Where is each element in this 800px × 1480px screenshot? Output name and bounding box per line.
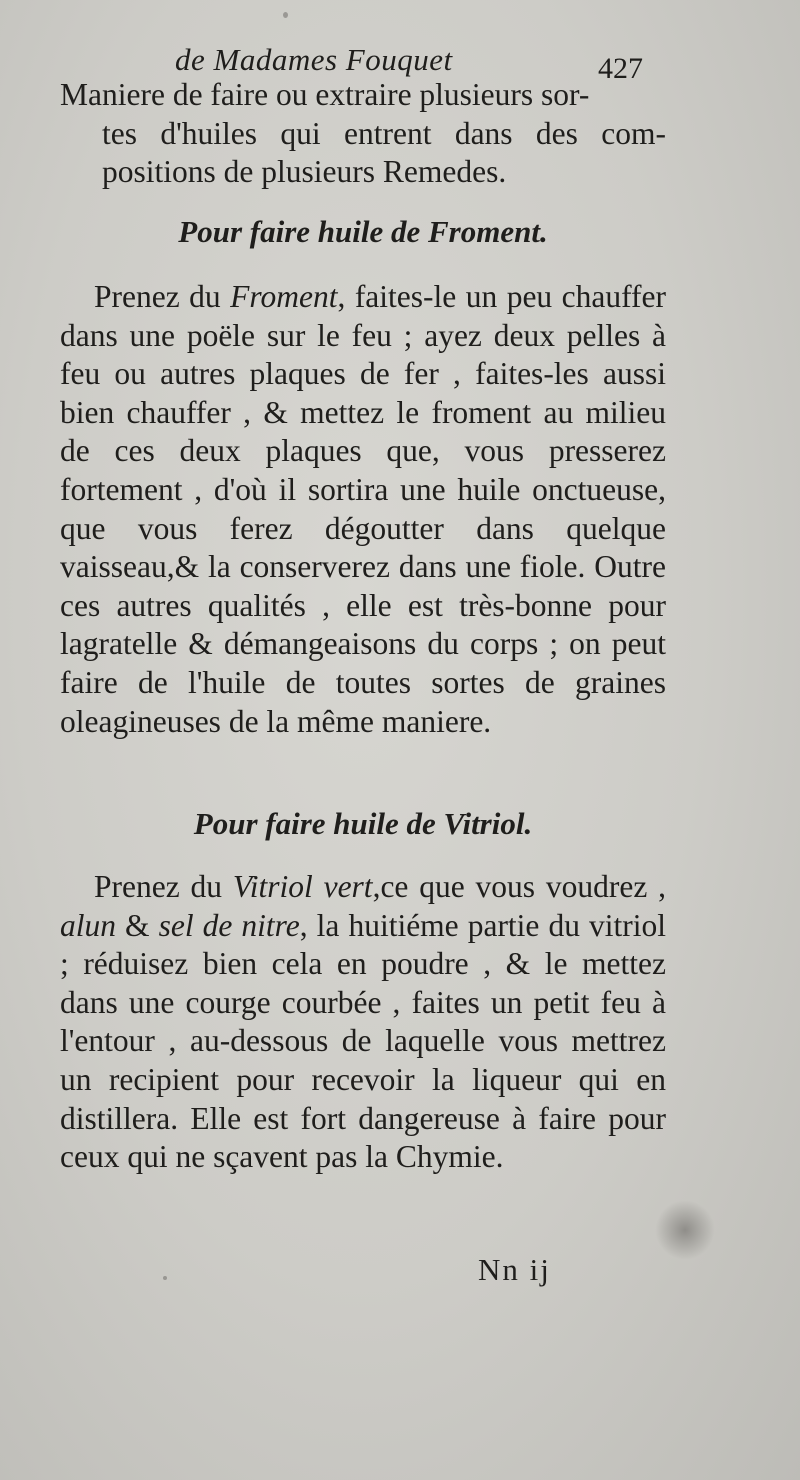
- paragraph-vitriol: [60, 868, 666, 1177]
- intro-line: Maniere de faire ou extraire plusieurs sor-: [60, 77, 590, 112]
- text-run: ,ce que vous voudrez ,: [372, 869, 666, 904]
- intro-heading: [60, 76, 666, 192]
- text-run: , la huitiéme partie du vitriol ; réduisez bien cela en poudre , & le mettez dans une courge courbée , faites un petit feu à l'entour , au-dessous de laquelle vous mettrez un recipient pour recevoir la liqueur qui en distillera. Elle est fort dangereuse à faire pour ceux qui ne sçavent pas la Chymie.: [60, 907, 666, 1175]
- italic-term: alun: [60, 907, 117, 943]
- running-head: de Madames Fouquet: [175, 42, 453, 77]
- text-run: , faites-le un peu chauffer dans une poële sur le feu ; ayez deux pelles à feu ou autres plaques de fer , faites-les aussi bien chauffer , & mettez le froment au milieu de ces deux plaques que, vous presserez fortement , d'où il sortira une huile onctueuse, que vous ferez dégoutter dans quelque vaisseau,& la conserverez dans une fiole. Outre ces autres qualités , elle est très-bonne pour lagratelle & démangeaisons du corps ; on peut faire de l'huile de toutes sortes de graines oleagineuses de la même maniere.: [60, 279, 667, 739]
- page-number: 427: [598, 52, 643, 85]
- text-run: &: [116, 907, 159, 943]
- ink-speck: [163, 1276, 167, 1280]
- signature-mark: Nn ij: [478, 1252, 551, 1287]
- italic-term: Vitriol vert: [232, 869, 373, 904]
- italic-term: Froment: [230, 279, 338, 314]
- intro-line: tes d'huiles qui entrent dans des com- positions de plusieurs Remedes.: [102, 115, 666, 190]
- paragraph-froment: [60, 278, 666, 741]
- text-run: Prenez du: [94, 869, 233, 904]
- section-title-vitriol: Pour faire huile de Vitriol.: [193, 806, 533, 841]
- text-run: Prenez du: [94, 279, 231, 314]
- section-title-froment: Pour faire huile de Froment.: [178, 214, 548, 249]
- paper-stain: [655, 1200, 715, 1260]
- italic-term: sel de nitre: [158, 907, 300, 943]
- ink-speck: [283, 12, 288, 18]
